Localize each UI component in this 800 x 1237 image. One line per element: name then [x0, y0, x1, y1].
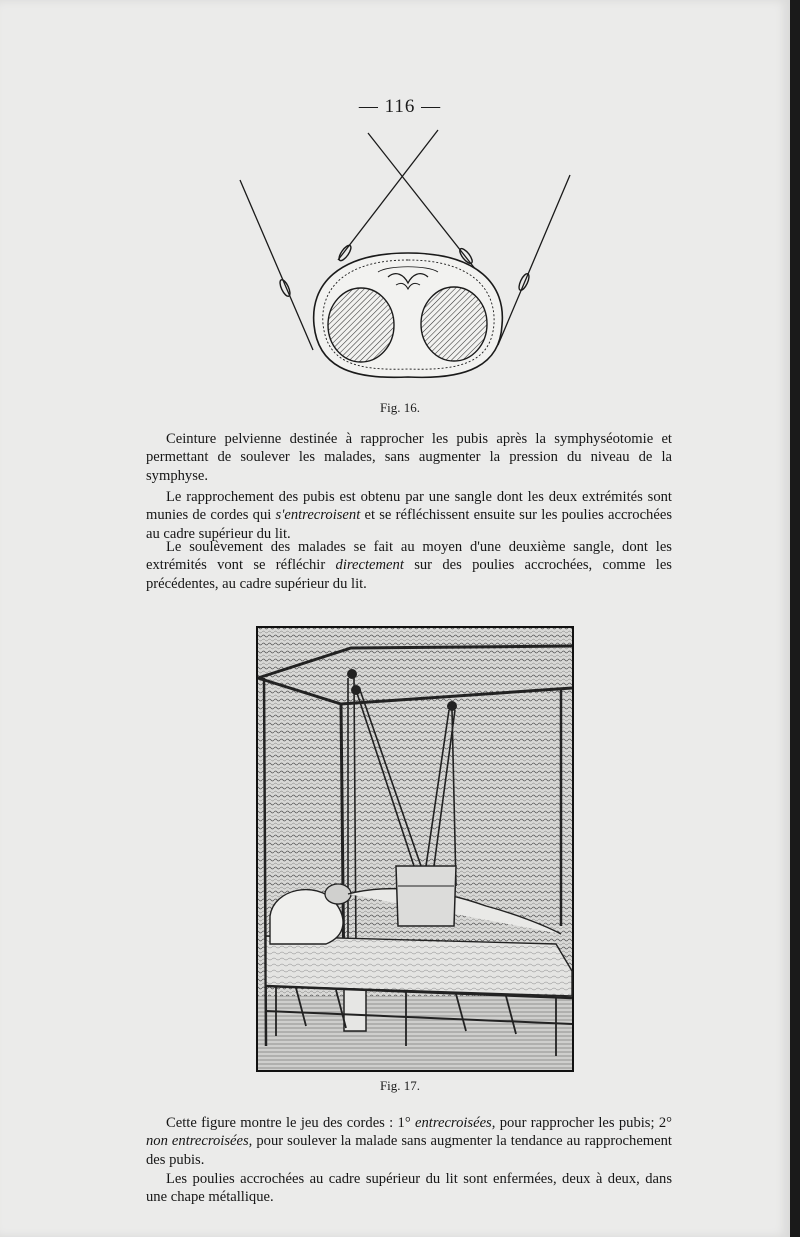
paragraph-3	[146, 538, 672, 593]
italic-run: non entrecroisées,	[146, 1133, 253, 1150]
text-run: sur des poulies accrochées, comme les précédentes, au cadre supérieur du lit.	[146, 557, 672, 592]
text-run: Le soulèvement des malades se fait au moyen d'une deuxième sangle, dont les extrémités vont se réfléchir	[146, 539, 672, 574]
italic-run: s'entrecroisent	[275, 507, 361, 524]
pelvic-belt-diagram-icon	[228, 125, 588, 395]
paragraph-2	[146, 488, 672, 543]
paragraph-5	[146, 1170, 672, 1207]
text-run: pour soulever la malade sans augmenter la tendance au rapprochement des pubis.	[146, 1133, 672, 1168]
italic-run: directement	[335, 557, 404, 574]
bed-suspension-engraving-icon	[256, 626, 574, 1072]
page-number: — 116 —	[358, 96, 442, 117]
paragraph-4	[146, 1114, 672, 1169]
paragraph-1	[146, 430, 672, 485]
text-run: Les poulies accrochées au cadre supérieur du lit sont enfermées, deux à deux, dans une chape métallique.	[146, 1171, 672, 1206]
italic-run: entrecroisées,	[415, 1115, 496, 1131]
figure-17-caption: Fig. 17.	[379, 1078, 421, 1093]
text-run: pour rapprocher les pubis; 2°	[495, 1115, 672, 1131]
text-run: et se réfléchissent ensuite sur les poulies accrochées au cadre supérieur du lit.	[146, 507, 672, 542]
text-run: Cette figure montre le jeu des cordes : 1°	[166, 1115, 416, 1131]
text-run: Ceinture pelvienne destinée à rapprocher les pubis après la symphyséotomie et permettant de soulever les malades, sans augmenter la pression du niveau de la symphyse.	[146, 431, 672, 484]
figure-16-caption: Fig. 16.	[379, 400, 421, 415]
text-run: Le rapprochement des pubis est obtenu par une sangle dont les deux extrémités sont munies de cordes qui	[146, 489, 672, 524]
